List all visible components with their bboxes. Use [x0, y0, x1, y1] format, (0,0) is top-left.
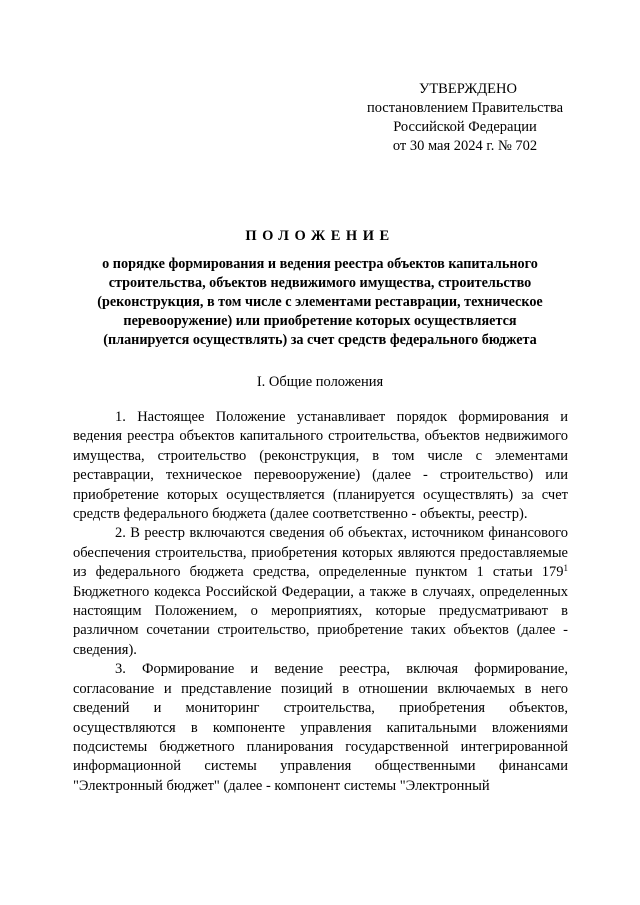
document-subtitle	[70, 255, 570, 350]
subtitle-line: о порядке формирования и ведения реестра объектов капитального	[102, 256, 538, 272]
paragraph-3: 3. Формирование и ведение реестра, включая формирование, согласование и представление позиций в отношении включаемых в него сведений и мониторинг строительства, приобретения объектов, осуществляются в компоненте управления капитальными вложениями подсистемы бюджетного планирования государственной интегрированной информационной системы управления общественными финансами "Электронный бюджет" (далее - компонент системы "Электронный	[73, 661, 568, 794]
paragraph-2-text-end: Бюджетного кодекса Российской Федерации, а также в случаях, определенных настоящим Положением, о мероприятиях, которые предусматривают в различном сочетании строительство, приобретение таких объектов (далее - сведения).	[73, 583, 568, 658]
subtitle-line: строительства, объектов недвижимого имущества, строительство	[108, 275, 532, 291]
approval-title: УТВЕРЖДЕНО	[419, 81, 517, 97]
paragraph-2	[73, 524, 568, 660]
document-body	[73, 408, 568, 796]
paragraph-2-text-start: 2. В реестр включаются сведения об объектах, источником финансового обеспечения строительства, приобретения которых являются предоставляемые из федерального бюджета средства, определенные пунктом 1 статьи 179	[73, 525, 568, 581]
approval-line-3: от 30 мая 2024 г. № 702	[392, 138, 538, 154]
document-title: ПОЛОЖЕНИЕ	[245, 228, 395, 244]
paragraph-1: 1. Настоящее Положение устанавливает порядок формирования и ведения реестра объектов капитального строительства, объектов недвижимого имущества, строительство (реконструкция, в том числе с элементами реставрации, техническое перевооружение) (далее - строительство) или приобретение которых осуществляется (планируется осуществлять) за счет средств федерального бюджета (далее соответственно - объекты, реестр).	[73, 409, 568, 523]
section-heading: I. Общие положения	[256, 374, 384, 390]
subtitle-line: (планируется осуществлять) за счет средств федерального бюджета	[103, 332, 537, 348]
approval-line-1: постановлением Правительства	[366, 100, 564, 116]
approval-line-2: Российской Федерации	[393, 119, 537, 135]
approval-stamp	[340, 80, 590, 156]
article-superscript: 1	[563, 563, 568, 574]
subtitle-line: перевооружение) или приобретение которых осуществляется	[123, 313, 517, 329]
subtitle-line: (реконструкция, в том числе с элементами реставрации, техническое	[97, 294, 543, 310]
